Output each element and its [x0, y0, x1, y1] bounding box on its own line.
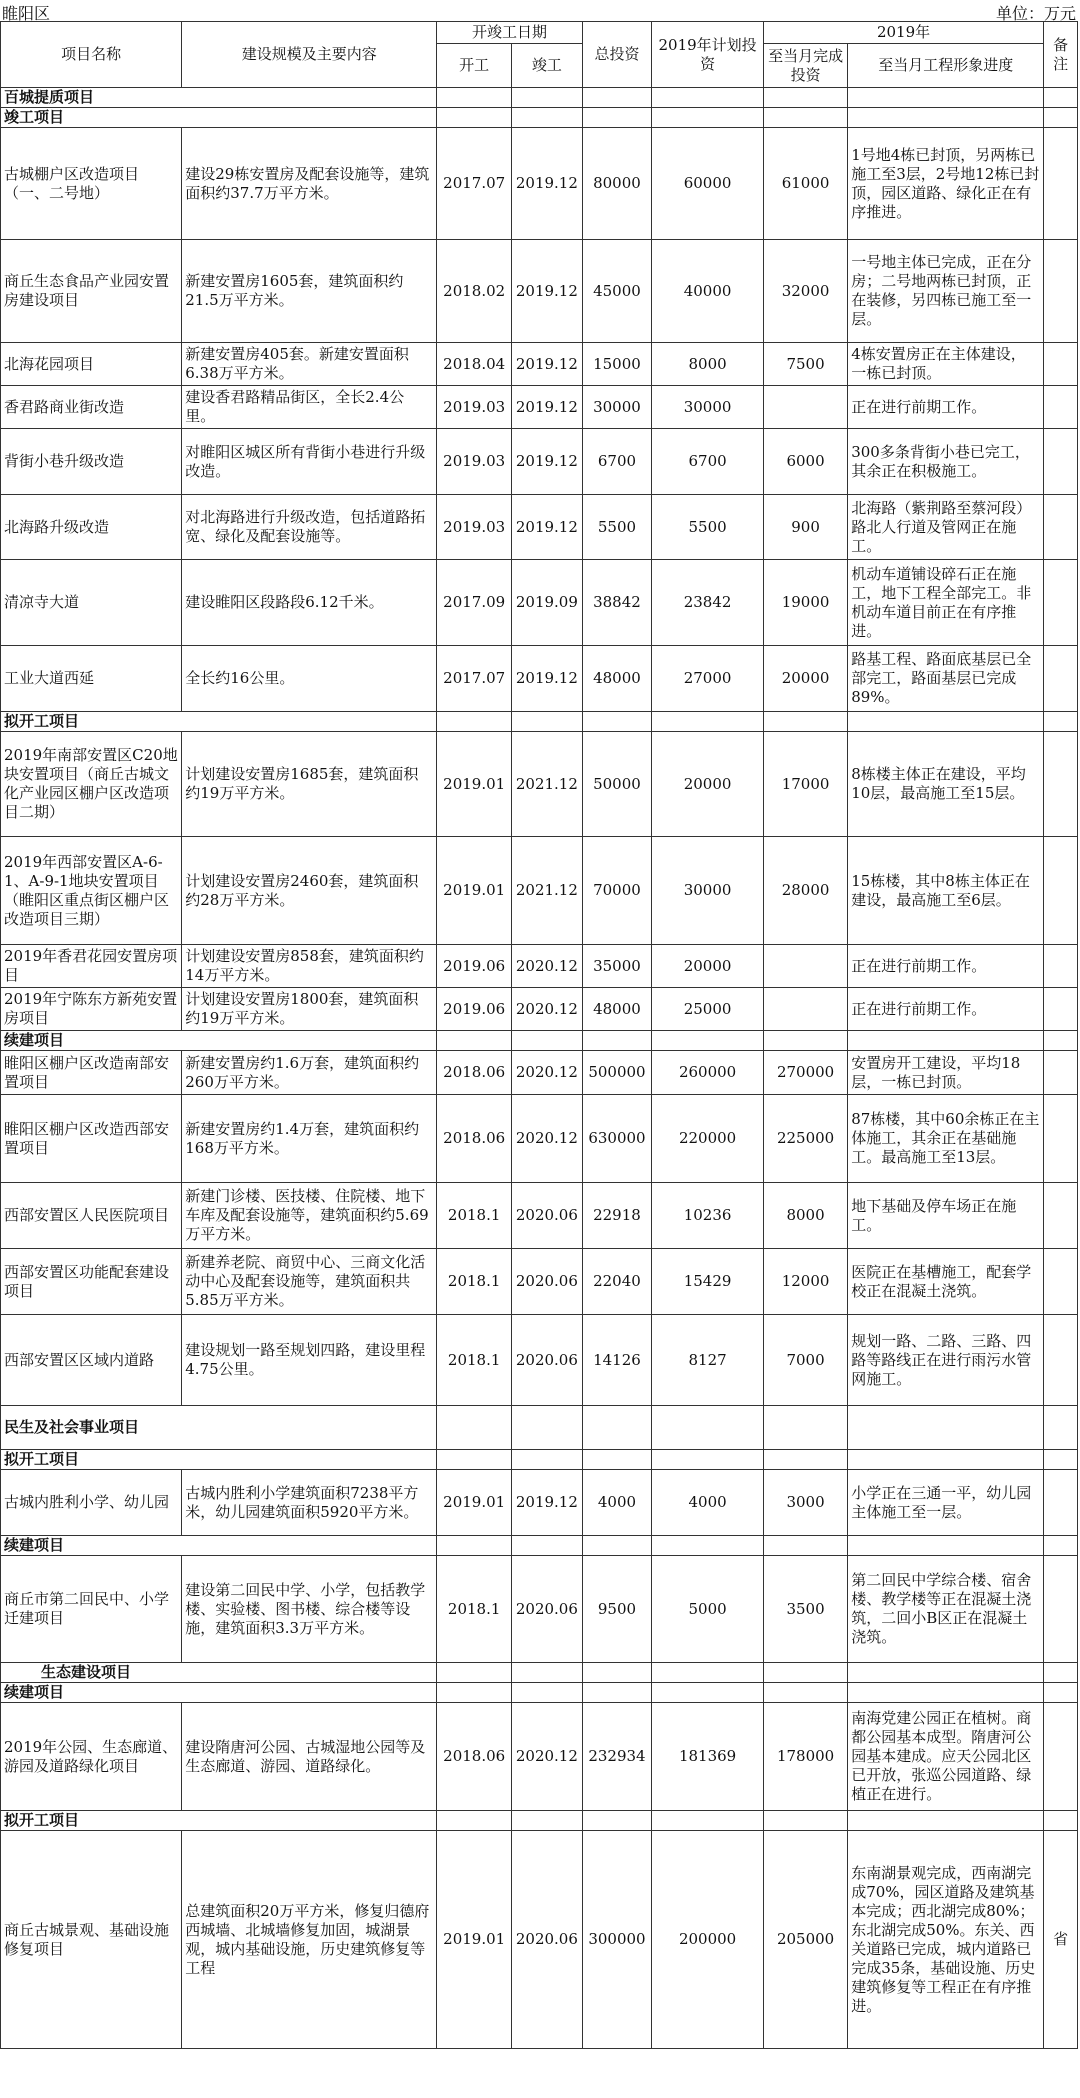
end-date: 2020.06	[512, 1556, 583, 1663]
remark	[1044, 1315, 1078, 1406]
plan-investment: 181369	[652, 1703, 764, 1811]
project-name: 西部安置区人民医院项目	[1, 1183, 182, 1249]
remark	[1044, 1470, 1078, 1536]
start-date: 2019.01	[437, 732, 512, 837]
plan-investment: 8000	[652, 343, 764, 386]
remark: 省	[1044, 1831, 1078, 2049]
end-date: 2021.12	[512, 732, 583, 837]
start-date: 2019.03	[437, 495, 512, 560]
remark	[1044, 837, 1078, 945]
header-plan2019: 2019年计划投资	[652, 22, 764, 88]
total-investment: 15000	[582, 343, 652, 386]
total-investment: 232934	[582, 1703, 652, 1811]
start-date: 2018.1	[437, 1183, 512, 1249]
plan-investment: 20000	[652, 945, 764, 988]
progress-text: 安置房开工建设，平均18层，一栋已封顶。	[848, 1051, 1044, 1095]
project-scale: 全长约16公里。	[182, 646, 437, 712]
end-date: 2019.12	[512, 128, 583, 240]
total-investment: 50000	[582, 732, 652, 837]
start-date: 2019.03	[437, 386, 512, 429]
remark	[1044, 1095, 1078, 1183]
done-investment: 178000	[763, 1703, 847, 1811]
table-row	[1, 732, 1078, 837]
progress-text: 小学正在三通一平，幼儿园主体施工至一层。	[848, 1470, 1044, 1536]
total-investment: 30000	[582, 386, 652, 429]
total-investment: 70000	[582, 837, 652, 945]
plan-investment: 23842	[652, 560, 764, 646]
project-scale: 新建安置房1605套，建筑面积约21.5万平方米。	[182, 240, 437, 343]
progress-text: 规划一路、二路、三路、四路等路线正在进行雨污水管网施工。	[848, 1315, 1044, 1406]
section-title: 拟开工项目	[1, 1811, 437, 1831]
plan-investment: 200000	[652, 1831, 764, 2049]
section-row	[1, 712, 1078, 732]
total-investment: 45000	[582, 240, 652, 343]
remark	[1044, 1703, 1078, 1811]
header-total: 总投资	[582, 22, 652, 88]
project-name: 商丘古城景观、基础设施修复项目	[1, 1831, 182, 2049]
done-investment: 20000	[763, 646, 847, 712]
table-row	[1, 128, 1078, 240]
start-date: 2018.1	[437, 1556, 512, 1663]
end-date: 2020.06	[512, 1183, 583, 1249]
start-date: 2019.01	[437, 1831, 512, 2049]
project-name: 西部安置区功能配套建设项目	[1, 1249, 182, 1315]
project-scale: 计划建设安置房1685套，建筑面积约19万平方米。	[182, 732, 437, 837]
progress-text: 地下基础及停车场正在施工。	[848, 1183, 1044, 1249]
table-row	[1, 429, 1078, 495]
start-date: 2019.06	[437, 945, 512, 988]
start-date: 2019.03	[437, 429, 512, 495]
project-scale: 古城内胜利小学建筑面积7238平方米，幼儿园建筑面积5920平方米。	[182, 1470, 437, 1536]
done-investment: 32000	[763, 240, 847, 343]
section-row	[1, 1663, 1078, 1683]
remark	[1044, 988, 1078, 1031]
section-title: 拟开工项目	[1, 712, 437, 732]
project-name: 香君路商业街改造	[1, 386, 182, 429]
project-scale: 新建安置房约1.6万套，建筑面积约260万平方米。	[182, 1051, 437, 1095]
project-name: 2019年香君花园安置房项目	[1, 945, 182, 988]
remark	[1044, 945, 1078, 988]
end-date: 2020.12	[512, 1095, 583, 1183]
header-done: 至当月完成投资	[763, 44, 847, 88]
total-investment: 4000	[582, 1470, 652, 1536]
done-investment: 7000	[763, 1315, 847, 1406]
progress-text: 第二回民中学综合楼、宿舍楼、教学楼等正在混凝土浇筑，二回小B区正在混凝土浇筑。	[848, 1556, 1044, 1663]
section-row	[1, 1536, 1078, 1556]
section-row	[1, 108, 1078, 128]
section-row	[1, 1406, 1078, 1450]
done-investment: 19000	[763, 560, 847, 646]
project-scale: 建设隋唐河公园、古城湿地公园等及生态廊道、游园、道路绿化。	[182, 1703, 437, 1811]
total-investment: 22918	[582, 1183, 652, 1249]
remark	[1044, 1556, 1078, 1663]
done-investment	[763, 945, 847, 988]
table-row	[1, 1183, 1078, 1249]
table-row	[1, 646, 1078, 712]
project-name: 商丘市第二回民中、小学迁建项目	[1, 1556, 182, 1663]
project-scale: 建设29栋安置房及配套设施等，建筑面积约37.7万平方米。	[182, 128, 437, 240]
header-start: 开工	[437, 44, 512, 88]
section-title: 续建项目	[1, 1031, 437, 1051]
project-scale: 新建门诊楼、医技楼、住院楼、地下车库及配套设施等，建筑面积约5.69万平方米。	[182, 1183, 437, 1249]
project-scale: 新建养老院、商贸中心、三商文化活动中心及配套设施等，建筑面积共5.85万平方米。	[182, 1249, 437, 1315]
section-title: 民生及社会事业项目	[1, 1406, 437, 1450]
table-row	[1, 560, 1078, 646]
table-row	[1, 240, 1078, 343]
project-name: 北海花园项目	[1, 343, 182, 386]
project-name: 清凉寺大道	[1, 560, 182, 646]
done-investment: 6000	[763, 429, 847, 495]
remark	[1044, 1051, 1078, 1095]
total-investment: 35000	[582, 945, 652, 988]
unit-label: 单位：万元	[995, 4, 1076, 23]
end-date: 2019.12	[512, 429, 583, 495]
section-row	[1, 1811, 1078, 1831]
table-row	[1, 837, 1078, 945]
plan-investment: 220000	[652, 1095, 764, 1183]
header-progress: 至当月工程形象进度	[848, 44, 1044, 88]
end-date: 2020.06	[512, 1249, 583, 1315]
remark	[1044, 128, 1078, 240]
remark	[1044, 429, 1078, 495]
section-row	[1, 1450, 1078, 1470]
done-investment: 12000	[763, 1249, 847, 1315]
end-date: 2021.12	[512, 837, 583, 945]
done-investment: 7500	[763, 343, 847, 386]
start-date: 2018.06	[437, 1703, 512, 1811]
remark	[1044, 343, 1078, 386]
remark	[1044, 1183, 1078, 1249]
remark	[1044, 240, 1078, 343]
done-investment: 270000	[763, 1051, 847, 1095]
remark	[1044, 732, 1078, 837]
total-investment: 38842	[582, 560, 652, 646]
progress-text: 300多条背街小巷已完工，其余正在积极施工。	[848, 429, 1044, 495]
remark	[1044, 386, 1078, 429]
done-investment: 900	[763, 495, 847, 560]
table-row	[1, 495, 1078, 560]
district-label: 睢阳区	[2, 4, 51, 23]
total-investment: 9500	[582, 1556, 652, 1663]
progress-text: 正在进行前期工作。	[848, 386, 1044, 429]
section-row	[1, 88, 1078, 108]
start-date: 2019.01	[437, 837, 512, 945]
project-name: 睢阳区棚户区改造南部安置项目	[1, 1051, 182, 1095]
done-investment: 8000	[763, 1183, 847, 1249]
progress-text: 一号地主体已完成，正在分房；二号地两栋已封顶，正在装修，另四栋已施工至一层。	[848, 240, 1044, 343]
section-title: 续建项目	[1, 1683, 437, 1703]
project-name: 工业大道西延	[1, 646, 182, 712]
progress-text: 南海党建公园正在植树。商都公园基本成型。隋唐河公园基本建成。应天公园北区已开放，张巡公园道路、绿植正在进行。	[848, 1703, 1044, 1811]
header-name: 项目名称	[1, 22, 182, 88]
total-investment: 80000	[582, 128, 652, 240]
end-date: 2020.06	[512, 1831, 583, 2049]
progress-text: 15栋楼，其中8栋主体正在建设，最高施工至6层。	[848, 837, 1044, 945]
header-scale: 建设规模及主要内容	[182, 22, 437, 88]
header-end: 竣工	[512, 44, 583, 88]
remark	[1044, 560, 1078, 646]
project-name: 古城内胜利小学、幼儿园	[1, 1470, 182, 1536]
start-date: 2017.07	[437, 646, 512, 712]
project-name: 2019年南部安置区C20地块安置项目（商丘古城文化产业园区棚户区改造项目二期）	[1, 732, 182, 837]
project-scale: 对北海路进行升级改造，包括道路拓宽、绿化及配套设施等。	[182, 495, 437, 560]
progress-text: 路基工程、路面底基层已全部完工，路面基层已完成89%。	[848, 646, 1044, 712]
table-row	[1, 1095, 1078, 1183]
table-row	[1, 1831, 1078, 2049]
project-scale: 计划建设安置房2460套，建筑面积约28万平方米。	[182, 837, 437, 945]
total-investment: 500000	[582, 1051, 652, 1095]
project-scale: 新建安置房约1.4万套，建筑面积约168万平方米。	[182, 1095, 437, 1183]
plan-investment: 25000	[652, 988, 764, 1031]
table-row	[1, 1249, 1078, 1315]
project-scale: 计划建设安置房1800套，建筑面积约19万平方米。	[182, 988, 437, 1031]
done-investment: 61000	[763, 128, 847, 240]
start-date: 2019.06	[437, 988, 512, 1031]
total-investment: 5500	[582, 495, 652, 560]
project-scale: 建设睢阳区段路段6.12千米。	[182, 560, 437, 646]
plan-investment: 15429	[652, 1249, 764, 1315]
project-scale: 计划建设安置房858套，建筑面积约14万平方米。	[182, 945, 437, 988]
plan-investment: 6700	[652, 429, 764, 495]
header-year2019: 2019年	[763, 22, 1043, 44]
progress-text: 87栋楼，其中60余栋正在主体施工，其余正在基础施工。最高施工至13层。	[848, 1095, 1044, 1183]
done-investment: 205000	[763, 1831, 847, 2049]
project-name: 2019年公园、生态廊道、游园及道路绿化项目	[1, 1703, 182, 1811]
done-investment: 225000	[763, 1095, 847, 1183]
table-row	[1, 1315, 1078, 1406]
start-date: 2018.06	[437, 1095, 512, 1183]
start-date: 2018.1	[437, 1315, 512, 1406]
section-title: 续建项目	[1, 1536, 437, 1556]
done-investment	[763, 988, 847, 1031]
end-date: 2019.12	[512, 240, 583, 343]
table-row	[1, 1470, 1078, 1536]
end-date: 2019.12	[512, 646, 583, 712]
plan-investment: 260000	[652, 1051, 764, 1095]
remark	[1044, 1249, 1078, 1315]
section-row	[1, 1683, 1078, 1703]
project-name: 睢阳区棚户区改造西部安置项目	[1, 1095, 182, 1183]
plan-investment: 60000	[652, 128, 764, 240]
start-date: 2017.09	[437, 560, 512, 646]
progress-text: 1号地4栋已封顶，另两栋已施工至3层，2号地12栋已封顶，园区道路、绿化正在有序推进。	[848, 128, 1044, 240]
start-date: 2018.02	[437, 240, 512, 343]
plan-investment: 5000	[652, 1556, 764, 1663]
progress-text: 4栋安置房正在主体建设，一栋已封顶。	[848, 343, 1044, 386]
project-name: 西部安置区区域内道路	[1, 1315, 182, 1406]
project-name: 古城棚户区改造项目（一、二号地）	[1, 128, 182, 240]
project-name: 北海路升级改造	[1, 495, 182, 560]
end-date: 2019.09	[512, 560, 583, 646]
total-investment: 14126	[582, 1315, 652, 1406]
table-row	[1, 343, 1078, 386]
remark	[1044, 495, 1078, 560]
done-investment: 17000	[763, 732, 847, 837]
progress-text: 机动车道铺设碎石正在施工，地下工程全部完工。非机动车道目前正在有序推进。	[848, 560, 1044, 646]
start-date: 2018.1	[437, 1249, 512, 1315]
project-table	[0, 21, 1078, 2049]
project-scale: 建设规划一路至规划四路，建设里程4.75公里。	[182, 1315, 437, 1406]
progress-text: 医院正在基槽施工，配套学校正在混凝土浇筑。	[848, 1249, 1044, 1315]
section-title: 竣工项目	[1, 108, 437, 128]
plan-investment: 10236	[652, 1183, 764, 1249]
header-dates: 开竣工日期	[437, 22, 582, 44]
plan-investment: 27000	[652, 646, 764, 712]
end-date: 2019.12	[512, 1470, 583, 1536]
start-date: 2018.04	[437, 343, 512, 386]
total-investment: 48000	[582, 988, 652, 1031]
project-scale: 总建筑面积20万平方米，修复归德府西城墙、北城墙修复加固，城湖景观，城内基础设施，历史建筑修复等工程	[182, 1831, 437, 2049]
plan-investment: 20000	[652, 732, 764, 837]
start-date: 2017.07	[437, 128, 512, 240]
project-scale: 对睢阳区城区所有背街小巷进行升级改造。	[182, 429, 437, 495]
total-investment: 6700	[582, 429, 652, 495]
project-name: 商丘生态食品产业园安置房建设项目	[1, 240, 182, 343]
total-investment: 22040	[582, 1249, 652, 1315]
section-title: 拟开工项目	[1, 1450, 437, 1470]
project-name: 2019年西部安置区A-6-1、A-9-1地块安置项目（睢阳区重点街区棚户区改造项目三期）	[1, 837, 182, 945]
section-row	[1, 1031, 1078, 1051]
project-scale: 建设香君路精品街区，全长2.4公里。	[182, 386, 437, 429]
end-date: 2019.12	[512, 495, 583, 560]
section-title: 百城提质项目	[1, 88, 437, 108]
progress-text: 东南湖景观完成，西南湖完成70%，园区道路及建筑基本完成；西北湖完成80%；东北湖完成50%。东关、西关道路已完成，城内道路已完成35条，基础设施、历史建筑修复等工程正在有序推进。	[848, 1831, 1044, 2049]
end-date: 2019.12	[512, 343, 583, 386]
plan-investment: 40000	[652, 240, 764, 343]
table-row	[1, 1703, 1078, 1811]
total-investment: 48000	[582, 646, 652, 712]
end-date: 2020.06	[512, 1315, 583, 1406]
end-date: 2019.12	[512, 386, 583, 429]
done-investment	[763, 386, 847, 429]
progress-text: 正在进行前期工作。	[848, 945, 1044, 988]
done-investment: 28000	[763, 837, 847, 945]
start-date: 2018.06	[437, 1051, 512, 1095]
header-row-1	[1, 22, 1078, 44]
end-date: 2020.12	[512, 988, 583, 1031]
progress-text: 8栋楼主体正在建设，平均10层，最高施工至15层。	[848, 732, 1044, 837]
plan-investment: 5500	[652, 495, 764, 560]
end-date: 2020.12	[512, 1703, 583, 1811]
total-investment: 630000	[582, 1095, 652, 1183]
table-row	[1, 988, 1078, 1031]
done-investment: 3000	[763, 1470, 847, 1536]
end-date: 2020.12	[512, 1051, 583, 1095]
start-date: 2019.01	[437, 1470, 512, 1536]
progress-text: 北海路（紫荆路至蔡河段）路北人行道及管网正在施工。	[848, 495, 1044, 560]
plan-investment: 4000	[652, 1470, 764, 1536]
table-row	[1, 1556, 1078, 1663]
project-scale: 建设第二回民中学、小学，包括教学楼、实验楼、图书楼、综合楼等设施，建筑面积3.3万平方米。	[182, 1556, 437, 1663]
plan-investment: 8127	[652, 1315, 764, 1406]
plan-investment: 30000	[652, 837, 764, 945]
header-remark: 备注	[1044, 22, 1078, 88]
plan-investment: 30000	[652, 386, 764, 429]
table-row	[1, 945, 1078, 988]
project-scale: 新建安置房405套。新建安置面积6.38万平方米。	[182, 343, 437, 386]
remark	[1044, 646, 1078, 712]
progress-text: 正在进行前期工作。	[848, 988, 1044, 1031]
done-investment: 3500	[763, 1556, 847, 1663]
project-name: 背街小巷升级改造	[1, 429, 182, 495]
table-row	[1, 1051, 1078, 1095]
end-date: 2020.12	[512, 945, 583, 988]
table-row	[1, 386, 1078, 429]
project-name: 2019年宁陈东方新苑安置房项目	[1, 988, 182, 1031]
total-investment: 300000	[582, 1831, 652, 2049]
top-bar	[0, 0, 1080, 22]
section-title: 生态建设项目	[1, 1663, 437, 1683]
